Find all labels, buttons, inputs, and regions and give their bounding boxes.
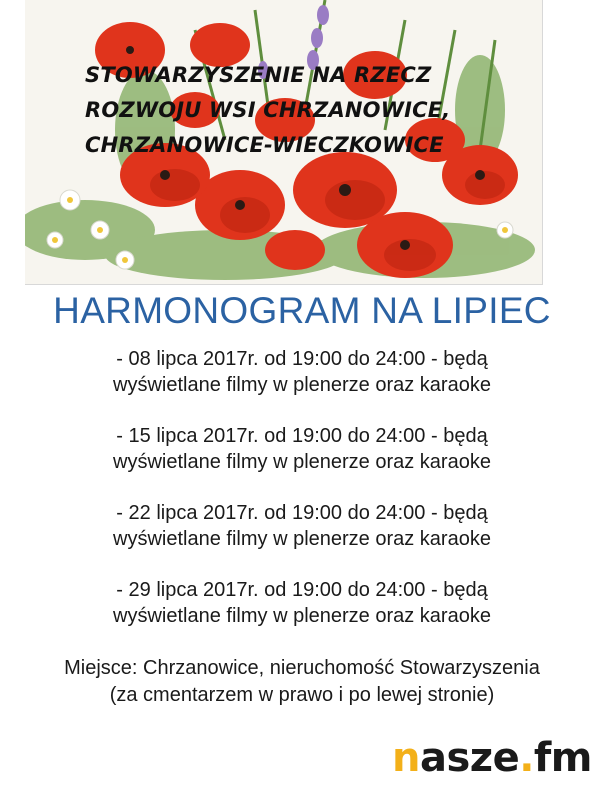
logo-suffix: fm (533, 735, 592, 781)
poppy-banner (25, 0, 543, 285)
location-line: Miejsce: Chrzanowice, nieruchomość Stowarzyszenia (64, 657, 540, 679)
schedule-heading: HARMONOGRAM NA LIPIEC (53, 290, 551, 331)
event-date-line: - 15 lipca 2017r. od 19:00 do 24:00 - będą (116, 425, 488, 447)
event-description-line: wyświetlane filmy w plenerze oraz karaoke (113, 374, 491, 396)
nasze-fm-logo (392, 735, 592, 781)
event-location (0, 655, 604, 709)
event-date-line: - 22 lipca 2017r. od 19:00 do 24:00 - będą (116, 502, 488, 524)
event-item (0, 423, 604, 475)
location-directions: (za cmentarzem w prawo i po lewej stronie) (109, 684, 495, 706)
association-name (85, 58, 450, 163)
logo-dot: . (519, 735, 534, 781)
event-description-line: wyświetlane filmy w plenerze oraz karaoke (113, 451, 491, 473)
event-date-line: - 29 lipca 2017r. od 19:00 do 24:00 - będą (116, 579, 488, 601)
event-date-line: - 08 lipca 2017r. od 19:00 do 24:00 - będą (116, 348, 488, 370)
event-description-line: wyświetlane filmy w plenerze oraz karaoke (113, 528, 491, 550)
association-name-line: CHRZANOWICE-WIECZKOWICE (85, 133, 444, 157)
association-name-line: ROZWOJU WSI CHRZANOWICE, (85, 98, 451, 122)
event-description-line: wyświetlane filmy w plenerze oraz karaoke (113, 605, 491, 627)
logo-accent-letter: n (392, 735, 420, 781)
event-list (0, 346, 604, 654)
association-name-line: STOWARZYSZENIE NA RZECZ (85, 63, 432, 87)
event-item (0, 346, 604, 398)
event-item (0, 577, 604, 629)
logo-text: asze (419, 735, 520, 781)
event-item (0, 500, 604, 552)
